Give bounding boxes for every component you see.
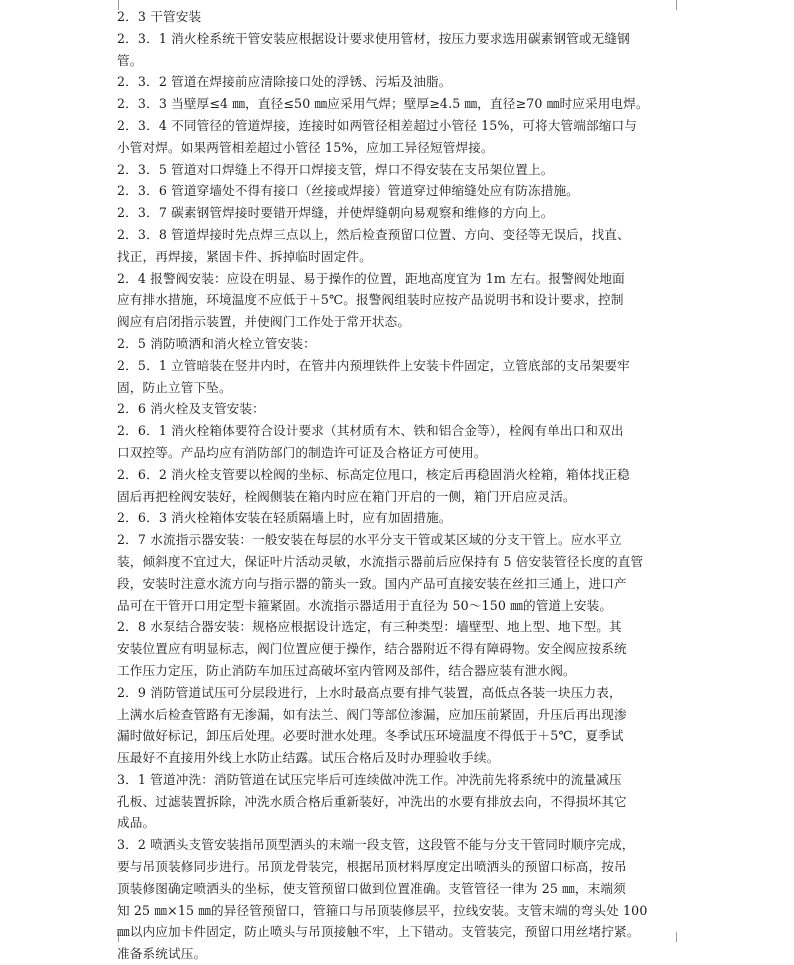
text-line: 2．3．1 消火栓系统干管安装应根据设计要求使用管材，按压力要求选用碳素钢管或无缝钢 [117, 30, 630, 46]
text-line: 应有排水措施，环境温度不应低于＋5℃。报警阀组装时应按产品说明书和设计要求，控制 [117, 292, 624, 308]
text-line: 2．4 报警阀安装：应设在明显、易于操作的位置，距地高度宜为 1m 左右。报警阀处地面 [117, 270, 625, 286]
text-line: 3．2 喷洒头支管安装指吊顶型洒头的末端一段支管，这段管不能与分支干管同时顺序完成， [117, 837, 635, 853]
text-line: 工作压力定压，防止消防车加压过高破坏室内管网及部件，结合器应装有泄水阀。 [117, 662, 576, 678]
text-line: ㎜以内应加卡件固定，防止喷头与吊顶接触不牢，上下错动。支管装完，预留口用丝堵拧紧。 [117, 924, 640, 940]
text-line: 成品。 [117, 815, 156, 831]
text-line: 3．1 管道冲洗：消防管道在试压完毕后可连续做冲洗工作。冲洗前先将系统中的流量减压 [117, 771, 622, 787]
text-line: 2．3．7 碳素钢管焊接时要错开焊缝，并使焊缝朝向易观察和维修的方向上。 [117, 205, 554, 221]
text-line: 顶装修图确定喷洒头的坐标，使支管预留口做到位置准确。支管管径一律为 25 ㎜，末端须 [117, 880, 626, 896]
text-line: 口双控等。产品均应有消防部门的制造许可证及合格证方可使用。 [117, 444, 487, 460]
text-line: 2．6．3 消火栓箱体安装在轻质隔墙上时，应有加固措施。 [117, 510, 452, 526]
text-line: 品可在干管开口用定型卡箍紧固。水流指示器适用于直径为 50～150 ㎜的管道上安装。 [117, 597, 613, 613]
text-line: 2．3．2 管道在焊接前应清除接口处的浮锈、污垢及油脂。 [117, 74, 452, 90]
text-line: 2．6．1 消火栓箱体要符合设计要求（其材质有木、铁和铝合金等），栓阀有单出口和双出 [117, 423, 624, 439]
text-line: 压最好不直接用外线上水防止结露。试压合格后及时办理验收手续。 [117, 750, 500, 766]
text-line: 小管对焊。如果两管相差超过小管径 15%，应加工异径短管焊接。 [117, 139, 494, 155]
text-line: 要与吊顶装修同步进行。吊顶龙骨装完，根据吊顶材料厚度定出喷洒头的预留口标高，按吊 [117, 859, 627, 875]
text-line: 漏时做好标记，卸压后处理。必要时泄水处理。冬季试压环境温度不得低于＋5℃，夏季试 [117, 728, 624, 744]
text-line: 安装位置应有明显标志，阀门位置应便于操作，结合器附近不得有障碍物。安全阀应按系统 [117, 641, 627, 657]
text-line: 2．6 消火栓及支管安装： [117, 401, 265, 417]
text-line: 2．3 干管安装 [117, 9, 202, 24]
text-line: 管。 [117, 52, 143, 68]
text-line: 装，倾斜度不宜过大，保证叶片活动灵敏，水流指示器前后应保持有 5 倍安装管径长度的直管 [117, 553, 644, 569]
text-line: 上满水后检查管路有无渗漏，如有法兰、阀门等部位渗漏，应加压前紧固，升压后再出现渗 [117, 706, 627, 722]
text-line: 固后再把栓阀安装好，栓阀侧装在箱内时应在箱门开启的一侧，箱门开启应灵活。 [117, 488, 576, 504]
text-line: 2．9 消防管道试压可分层段进行，上水时最高点要有排气装置，高低点各装一块压力表， [117, 684, 622, 700]
text-line: 2．6．2 消火栓支管要以栓阀的坐标、标高定位甩口，核定后再稳固消火栓箱，箱体找正稳 [117, 466, 630, 482]
text-line: 2．8 水泵结合器安装：规格应根据设计选定，有三种类型：墙壁型、地上型、地下型。其 [117, 619, 622, 635]
text-line: 段，安装时注意水流方向与指示器的箭头一致。国内产品可直接安装在丝扣三通上，进口产 [117, 575, 627, 591]
text-line: 知 25 ㎜×15 ㎜的异径管预留口，管箍口与吊顶装修层平，拉线安装。支管末端的弯头处 100 [117, 902, 648, 918]
text-line: 准备系统试压。 [117, 946, 207, 962]
text-line: 2．3．3 当壁厚≤4 ㎜，直径≤50 ㎜应采用气焊；壁厚≥4.5 ㎜，直径≥70 ㎜时应采用电焊。 [117, 96, 649, 112]
text-line: 固，防止立管下坠。 [117, 379, 232, 395]
text-line: 阀应有启闭指示装置，并使阀门工作处于常开状态。 [117, 314, 411, 330]
text-line: 找正，再焊接，紧固卡件、拆掉临时固定件。 [117, 248, 372, 264]
text-line: 2．3．8 管道焊接时先点焊三点以上，然后检查预留口位置、方向、变径等无误后，找直、 [117, 226, 630, 242]
text-line: 2．5 消防喷洒和消火栓立管安装： [117, 335, 316, 351]
text-line: 2．3．5 管道对口焊缝上不得开口焊接支管，焊口不得安装在支吊架位置上。 [117, 161, 554, 177]
text-line: 孔板、过滤装置拆除，冲洗水质合格后重新装好，冲洗出的水要有排放去向，不得损坏其它 [117, 793, 627, 809]
text-line: 2．5．1 立管暗装在竖井内时，在管井内预埋铁件上安装卡件固定，立管底部的支吊架要牢 [117, 357, 630, 373]
text-line: 2．7 水流指示器安装：一般安装在每层的水平分支干管或某区域的分支干管上。应水平立 [117, 532, 622, 548]
text-line: 2．3．4 不同管径的管道焊接，连接时如两管径相差超过小管径 15%，可将大管端部缩口与 [117, 117, 638, 133]
document-body [117, 6, 689, 965]
text-line: 2．3．6 管道穿墙处不得有接口（丝接或焊接）管道穿过伸缩缝处应有防冻措施。 [117, 183, 579, 199]
